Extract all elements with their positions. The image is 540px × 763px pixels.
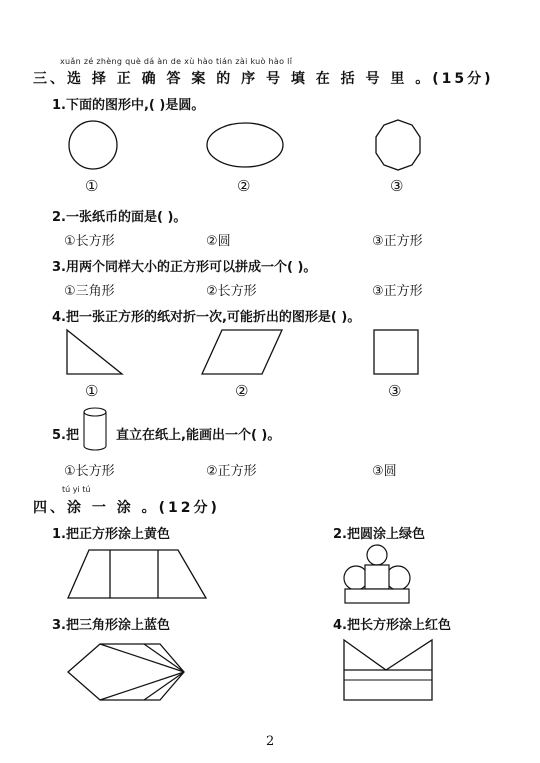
page-number: 2 <box>266 734 275 749</box>
q2-option-2: ②圆 <box>206 234 231 249</box>
s4-q1-text: 1.把正方形涂上黄色 <box>52 527 170 542</box>
q5-option-3: ③圆 <box>372 464 397 479</box>
section4-pinyin: tú yi tú <box>62 485 91 494</box>
q3-option-3: ③正方形 <box>372 284 423 299</box>
q4-label-2: ② <box>235 382 249 400</box>
s4-q4-text: 4.把长方形涂上红色 <box>333 618 451 633</box>
q4-label-3: ③ <box>388 382 402 400</box>
q1-label-1: ① <box>85 177 99 195</box>
q3-text: 3.用两个同样大小的正方形可以拼成一个( )。 <box>52 260 317 275</box>
q3-option-2: ②长方形 <box>206 284 257 299</box>
section3-pinyin: xuǎn zé zhèng què dá àn de xù hào tián zài kuò hào lǐ <box>60 57 293 66</box>
q4-label-1: ① <box>85 382 99 400</box>
section3-title: 三、选 择 正 确 答 案 的 序 号 填 在 括 号 里 。(15分) <box>33 71 494 87</box>
q5-suffix: 直立在纸上,能画出一个( )。 <box>116 428 281 443</box>
q1-label-2: ② <box>237 177 251 195</box>
section4-title: 四、涂 一 涂 。(12分) <box>33 500 220 516</box>
q5-option-1: ①长方形 <box>64 464 115 479</box>
s4-q3-text: 3.把三角形涂上蓝色 <box>52 618 170 633</box>
q5-prefix: 5.把 <box>52 428 79 443</box>
q1-label-3: ③ <box>390 177 404 195</box>
q2-option-3: ③正方形 <box>372 234 423 249</box>
q3-option-1: ①三角形 <box>64 284 115 299</box>
q1-text: 1.下面的图形中,( )是圆。 <box>52 98 205 113</box>
q5-option-2: ②正方形 <box>206 464 257 479</box>
q2-option-1: ①长方形 <box>64 234 115 249</box>
q2-text: 2.一张纸币的面是( )。 <box>52 210 187 225</box>
s4-q2-text: 2.把圆涂上绿色 <box>333 527 425 542</box>
q4-text: 4.把一张正方形的纸对折一次,可能折出的图形是( )。 <box>52 310 361 325</box>
